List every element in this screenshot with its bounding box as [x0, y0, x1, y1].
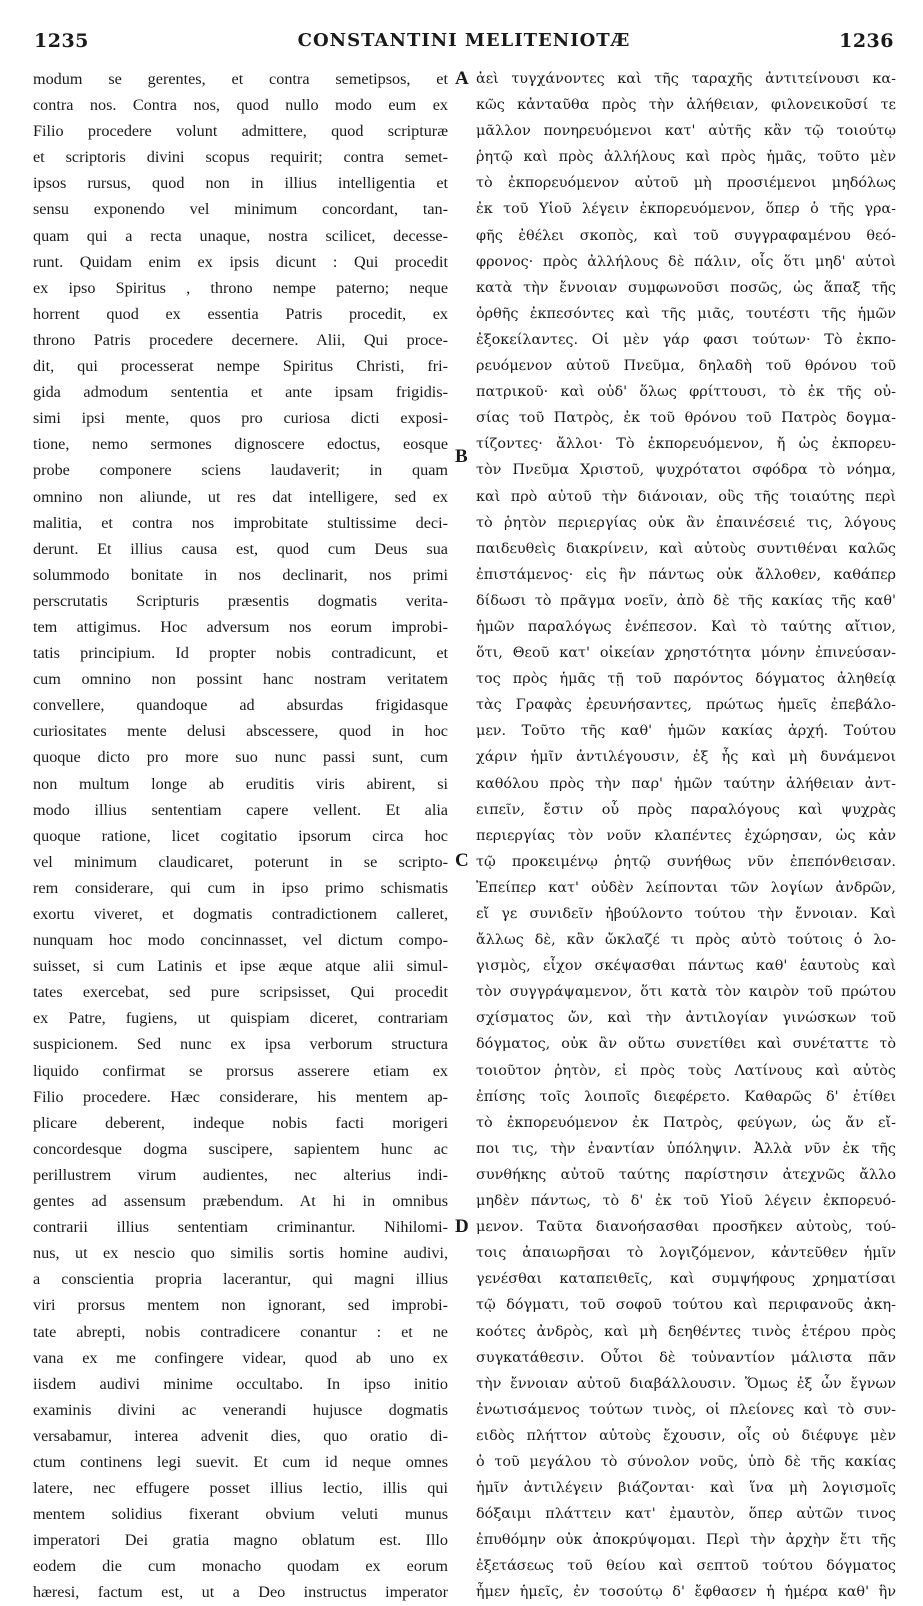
- greek-text-line: ἐπιστάμενος· εἰς ἣν πάντως οὐκ ἄλλοθεν, καθάπερ: [476, 566, 896, 583]
- latin-text-line: gida admodum sententia et ante ipsam frigidis-: [33, 383, 448, 402]
- latin-text-line: quoque ratione, licet cogitatio ipsorum circa hoc: [33, 826, 448, 845]
- latin-text-line: quoque dicto pro more suo nunc passi sunt, cum: [33, 748, 448, 767]
- latin-text-line: tates exercebat, sed pure scripsisset, Qui procedit: [33, 983, 448, 1002]
- latin-text-line: eodem die cum monacho quodam ex eorum: [33, 1557, 448, 1576]
- greek-text-line: ῥητῷ καὶ πρὸς ἀλλήλους καὶ πρὸς ἡμᾶς, τοῦτο μὲν: [476, 149, 896, 166]
- latin-text-line: modum se gerentes, et contra semetipsos, et: [33, 70, 448, 88]
- latin-text-line: suisset, si cum Latinis et ipse æque atque alii simul-: [33, 957, 448, 976]
- greek-text-line: πατρικοῦ· καὶ οὐδ' ὅλως φρίττουσι, τὸ ἐκ τῆς οὐ-: [476, 384, 896, 401]
- greek-text-line: τὸ ῥητὸν περιεργίας οὐκ ἂν ἐπαινέσειέ τις, λόγους: [476, 514, 896, 531]
- greek-text-line: περιεργίας τὸν νοῦν κλαπέντες ἐχώρησαν, ὡς κἀν: [476, 827, 896, 844]
- latin-text-line: non multum longe ab eruditis viris abirent, si: [33, 774, 448, 793]
- greek-text-line: ἐπυθόμην οὐκ ἀποκρύψομαι. Περὶ τὴν ἀρχὴν ἔτι τῆς: [476, 1532, 896, 1549]
- greek-column: [476, 66, 896, 1606]
- greek-text-line: ὁ τοῦ μεγάλου τὸ σύνολον νοῦς, ὑπὸ δὲ τῆς κακίας: [476, 1453, 896, 1470]
- greek-text-line: δίδωσι τὸ πρᾶγμα νοεῖν, ἀπὸ δὲ τῆς κακίας τῆς καθ': [476, 592, 896, 609]
- greek-text-line: εἴ γε συνιδεῖν ἠβούλοντο τούτου τὴν ἔννοιαν. Καὶ: [476, 906, 896, 922]
- latin-text-line: imperatori Dei gratia magno oblatum est. Illo: [33, 1531, 448, 1550]
- latin-text-line: contra nos. Contra nos, quod nullo modo eum ex: [33, 96, 448, 115]
- greek-text-line: χάριν ἡμῖν ἀντιλέγουσιν, ἐξ ἧς καὶ μὴ δυνάμενοι: [476, 749, 896, 766]
- latin-text-line: simi ipsi mente, quos pro curiosa dicti exposi-: [33, 409, 448, 428]
- greek-text-line: τοις ἀπαιωρῆσαι τὸ λογιζόμενον, κἀντεῦθεν ἡμῖν: [476, 1245, 896, 1262]
- latin-text-line: tione, nemo sermones dignoscere edoctus, eosque: [33, 435, 448, 454]
- latin-text-line: tem attigimus. Hoc adversum nos eorum improbi-: [33, 617, 448, 636]
- latin-text-line: ex Patre, fugiens, ut quispiam diceret, contrariam: [33, 1009, 448, 1028]
- greek-text-line: φρονος· πρὸς ἀλλήλους δὲ πάλιν, οἷς ὅτι μηδ' αὐτοὶ: [476, 253, 896, 270]
- latin-text-line: contrarii illius sententiam criminantur. Nihilomi-: [33, 1218, 448, 1237]
- latin-text-line: mentem solidius fixerant obvium veluti munus: [33, 1505, 448, 1524]
- latin-text-line: versabamur, interea advenit dies, quo oratio di-: [33, 1426, 448, 1445]
- greek-text-line: τῷ προκειμένῳ ῥητῷ συνήθως νῦν ἐπεπόνθεισαν.: [476, 853, 896, 870]
- greek-text-line: ἐξοκείλαντες. Οἱ μὲν γάρ φασι τούτων· Τὸ ἐκπο-: [476, 331, 896, 348]
- latin-text-line: rem considerare, qui cum in ipso primo schismatis: [33, 878, 448, 897]
- greek-text-line: μᾶλλον πονηρευόμενοι κατ' αὐτῆς κἂν τῷ τοιούτῳ: [476, 123, 896, 140]
- greek-text-line: ποι τις, τὴν ἐναντίαν ὑπόληψιν. Ἀλλὰ νῦν ἐκ τῆς: [476, 1140, 896, 1157]
- greek-text-line: κατὰ τὴν ἔννοιαν συμφωνοῦσι ποσῶς, ὡς ἅπαξ τῆς: [476, 279, 896, 296]
- greek-text-line: ἐξετάσεως τοῦ θείου καὶ σεπτοῦ τούτου δόγματος: [476, 1558, 896, 1575]
- greek-text-line: ἡμῖν ἀντιλέγειν βιάζονται· καὶ ἵνα μὴ λογισμοῖς: [476, 1480, 896, 1497]
- running-title: CONSTANTINI MELITENIOTÆ: [297, 30, 631, 51]
- margin-marker-a: A: [455, 68, 469, 89]
- page-header: [34, 24, 894, 54]
- latin-text-line: runt. Quidam enim ex ipsis dicunt : Qui procedit: [33, 252, 448, 271]
- latin-text-line: ipsos rursus, quod non in illius intelligentia et: [33, 174, 448, 193]
- greek-text-line: καὶ πρὸ αὐτοῦ τὴν διάνοιαν, οὓς τῆς τοιαύτης περὶ: [476, 488, 896, 505]
- greek-text-line: παιδευθεὶς διακρίνειν, καὶ αὐτοὺς συντιθέναι καλῶς: [476, 540, 896, 557]
- greek-text-line: τῷ δόγματι, τοῦ σοφοῦ τούτου καὶ περιφανοῦς ἀκη-: [476, 1297, 896, 1314]
- latin-text-line: horrent quod ex essentia Patris procedit, ex: [33, 304, 448, 323]
- greek-text-line: συνθήκης αὐτοῦ ταύτης παρίστησιν ἀτεχνῶς ἄλλο: [476, 1166, 896, 1183]
- margin-marker-c: C: [455, 850, 469, 871]
- latin-text-line: liquido confirmat se prorsus asserere etiam ex: [33, 1061, 448, 1080]
- latin-text-line: Filio procedere volunt admittere, quod scripturæ: [33, 122, 448, 141]
- latin-text-line: throno Patris procedere decernere. Alii, Qui proce-: [33, 330, 448, 349]
- latin-text-line: concordesque dogma suscipere, sapientem hunc ac: [33, 1139, 448, 1158]
- latin-text-line: perillustrem virum audientes, nec alterius indi-: [33, 1165, 448, 1184]
- latin-column: [33, 66, 448, 1606]
- latin-text-line: tatis principium. Id propter nobis contradicunt, et: [33, 644, 448, 663]
- latin-text-line: suspicionem. Sed nunc ex ipsa verborum structura: [33, 1035, 448, 1054]
- greek-text-line: ἡμῶν παραλόγως ἐνέπεσον. Καὶ τὸ ταύτης αἴτιον,: [476, 618, 896, 635]
- latin-text-line: latere, nec effugere posset illius lectio, illis qui: [33, 1479, 448, 1498]
- greek-text-line: ειδὸς πλήττον αὐτοὺς ἔχουσιν, οἷς οὐ διέφυγε μὲν: [476, 1427, 896, 1444]
- greek-text-line: ὅτι, Θεοῦ κατ' οἰκείαν χρηστότητα μόνην ἐπινεύσαν-: [476, 645, 896, 662]
- greek-text-line: ἐνωτισάμενος τούτων τινὸς, οἱ πλείονες καὶ τὸ συν-: [476, 1401, 896, 1418]
- margin-marker-d: D: [455, 1216, 469, 1237]
- latin-text-line: examinis divini ac venerandi hujusce dogmatis: [33, 1400, 448, 1419]
- greek-text-line: κῶς κἀνταῦθα πρὸς τὴν ἀλήθειαν, φιλονεικοῦσί τε: [476, 97, 896, 114]
- latin-text-line: tate abrepti, nobis contradicere conantur : et ne: [33, 1322, 448, 1341]
- greek-text-line: ειπεῖν, ἔστιν οὗ πρὸς παραλόγους καὶ ψυχρὰς: [476, 801, 896, 818]
- latin-text-line: iisdem audivi minime occultabo. In ipso initio: [33, 1374, 448, 1393]
- latin-text-line: solummodo bonitate in nos declinarit, nos primi: [33, 565, 448, 584]
- latin-text-line: curiositates mente delusi abscessere, quod in hoc: [33, 722, 448, 741]
- greek-text-line: ρευόμενον αὐτοῦ Πνεῦμα, δηλαδὴ τοῦ θρόνου τοῦ: [476, 358, 896, 375]
- latin-text-line: hæresi, factum est, ut a Deo instructus imperator: [33, 1583, 448, 1602]
- latin-text-line: omnino non aliunde, ut res dat intelligere, sed ex: [33, 487, 448, 506]
- greek-text-line: μεν. Τοῦτο τῆς καθ' ἡμῶν κακίας ἀρχή. Τούτου: [476, 723, 896, 740]
- greek-text-line: τὸ ἐκπορευόμενον αὐτοῦ μὴ προσιέμενοι μηδόλως: [476, 175, 896, 192]
- greek-text-line: τὰς Γραφὰς ἐρευνήσαντες, πρώτως ἡμεῖς ἐπεβάλο-: [476, 697, 896, 714]
- greek-text-line: τὸ ἐκπορευόμενον ἐκ Πατρὸς, φεύγων, ὡς ἄν εἴ-: [476, 1114, 896, 1131]
- latin-text-line: dit, qui processerat nempe Spiritus Christi, fri-: [33, 357, 448, 376]
- latin-text-line: exortu viveret, et dogmatis contradictionem calleret,: [33, 905, 448, 923]
- latin-text-line: vel minimum claudicaret, poterunt in se scripto-: [33, 852, 448, 871]
- latin-text-line: quam qui a recta unaque, nostra scilicet, decesse-: [33, 226, 448, 245]
- greek-text-line: ἄλλως δὲ, κἂν ὤκλαζέ τι πρὸς αὐτὸ τούτοις ὁ λο-: [476, 932, 896, 949]
- latin-text-line: perscrutatis Scripturis præsentis dogmatis verita-: [33, 591, 448, 610]
- latin-text-line: viri prorsus mentem non ignorant, sed improbi-: [33, 1296, 448, 1315]
- greek-text-line: συγκατάθεσιν. Οὗτοι δὲ τοὐναντίον μάλιστα πᾶν: [476, 1349, 896, 1366]
- greek-text-line: τίζοντες· ἄλλοι· Τὸ ἐκπορευόμενον, ἤ ὡς ἐκπορευ-: [476, 436, 896, 453]
- greek-text-line: σίας τοῦ Πατρὸς, ἐκ τοῦ θρόνου τοῦ Πατρὸς δογμα-: [476, 410, 896, 427]
- greek-text-line: δόξαιμι πλάττειν κατ' ἐμαυτὸν, ὅπερ αὐτῶν τινος: [476, 1506, 896, 1523]
- greek-text-line: τὸν συγγράψαμενον, ὅτι κατὰ τὸν καιρὸν τοῦ πρώτου: [476, 984, 896, 1001]
- latin-text-line: plicare deberent, indeque nobis facti morigeri: [33, 1113, 448, 1132]
- greek-text-line: τοιοῦτον ῥητὸν, εἰ πρὸς τοὺς Λατίνους καὶ αὐτὸς: [476, 1062, 896, 1079]
- greek-text-line: μενον. Ταῦτα διανοήσασθαι προσῆκεν αὐτοὺς, τού-: [476, 1219, 896, 1236]
- greek-text-line: γισμὸς, εἶχον σκέψασθαι πάντως καθ' ἑαυτοὺς καὶ: [476, 958, 896, 975]
- latin-text-line: nus, ut ex nescio quo similis sortis homine audivi,: [33, 1244, 448, 1263]
- latin-text-line: a conscientia propria lacerantur, qui magni illius: [33, 1270, 448, 1289]
- latin-text-line: Filio procedere. Hæc considerare, his mentem ap-: [33, 1087, 448, 1106]
- greek-text-line: τος πρὸς ἡμᾶς τῇ τοῦ παρόντος δόγματος ἀληθείᾳ: [476, 671, 896, 688]
- latin-text-line: nunquam hoc modo concinnasset, vel dictum compo-: [33, 931, 448, 950]
- greek-text-line: μηδὲν πάντως, τὸ δ' ἐκ τοῦ Υἱοῦ λέγειν ἐκπορευό-: [476, 1193, 896, 1210]
- latin-text-line: cum omnino non possint hanc nostram veritatem: [33, 670, 448, 689]
- greek-text-line: ἦμεν ἡμεῖς, ἐν τοσούτῳ δ' ἔφθασεν ἡ ἡμέρα καθ' ἣν: [476, 1584, 896, 1601]
- latin-text-line: ex ipso Spiritus , throno nempe paterno; neque: [33, 278, 448, 297]
- greek-text-line: καθόλου πρὸς τὴν παρ' ἡμῶν ταύτην ἀλήθειαν ἀντ-: [476, 775, 896, 792]
- latin-text-line: convellere, quandoque ad absurdas frigidasque: [33, 696, 448, 715]
- greek-text-line: ἐπίσης τοῖς λοιποῖς διεφέρετο. Καθαρῶς δ' ἐτίθει: [476, 1088, 896, 1105]
- latin-text-line: ctum continens legi suevit. Et cum id neque omnes: [33, 1452, 448, 1471]
- latin-text-line: gentes ad assensum præbendum. At hi in omnibus: [33, 1192, 448, 1211]
- greek-text-line: σχίσματος ὤν, καὶ τὴν ἀντιλογίαν γινώσκων τοῦ: [476, 1010, 896, 1027]
- latin-text-line: derunt. Et illius causa est, quod cum Deus sua: [33, 539, 448, 558]
- greek-text-line: Ἐπείπερ κατ' οὐδὲν λείπονται τῶν λογίων ἀνδρῶν,: [476, 879, 896, 896]
- greek-text-line: ἀεὶ τυγχάνοντες καὶ τῆς ταραχῆς ἀντιτείνουσι κα-: [476, 71, 896, 87]
- greek-text-line: ὀρθῆς ἐκπεσόντες καὶ τῆς μιᾶς, τουτέστι τῆς ἡμῶν: [476, 305, 896, 322]
- latin-text-line: sensu exponendo vel minimum concordant, tan-: [33, 200, 448, 219]
- greek-text-line: κοότες ἀνδρὸς, καὶ μὴ δεηθέντες τινὸς ἑτέρου πρὸς: [476, 1323, 896, 1340]
- margin-marker-b: B: [455, 446, 468, 467]
- greek-text-line: ἐκ τοῦ Υἱοῦ λέγειν ἐκπορευόμενον, ὅπερ ὁ τῆς γρα-: [476, 201, 896, 218]
- latin-text-line: vana ex me confingere videar, quod ab uno ex: [33, 1348, 448, 1367]
- page-number-left: 1235: [34, 30, 89, 52]
- latin-text-line: et scriptoris divini scopus requirit; contra semet-: [33, 148, 448, 167]
- greek-text-line: φῆς ἐθέλει σκοπὸς, καὶ τοῦ συγγραφαμένου θεό-: [476, 227, 896, 244]
- latin-text-line: modo illius sententiam capere vellent. Et alia: [33, 800, 448, 819]
- greek-text-line: τὴν ἔννοιαν αὐτοῦ διαβάλλουσιν. Ὅμως ἐξ ὧν ἔγνων: [476, 1375, 896, 1392]
- greek-text-line: γενέσθαι καταπειθεῖς, καὶ συμψήφους χρηματίσαι: [476, 1271, 896, 1288]
- greek-text-line: δόγματος, οὐκ ἂν οὕτω συνετίθει καὶ συνέταττε τὸ: [476, 1036, 896, 1053]
- page-number-right: 1236: [839, 30, 894, 52]
- latin-text-line: malitia, et contra nos improbitate stultissime deci-: [33, 513, 448, 532]
- latin-text-line: probe componere sciens laudaverit; in quam: [33, 461, 448, 480]
- greek-text-line: τὸν Πνεῦμα Χριστοῦ, ψυχρότατοι σφόδρα τὸ νόημα,: [476, 462, 896, 479]
